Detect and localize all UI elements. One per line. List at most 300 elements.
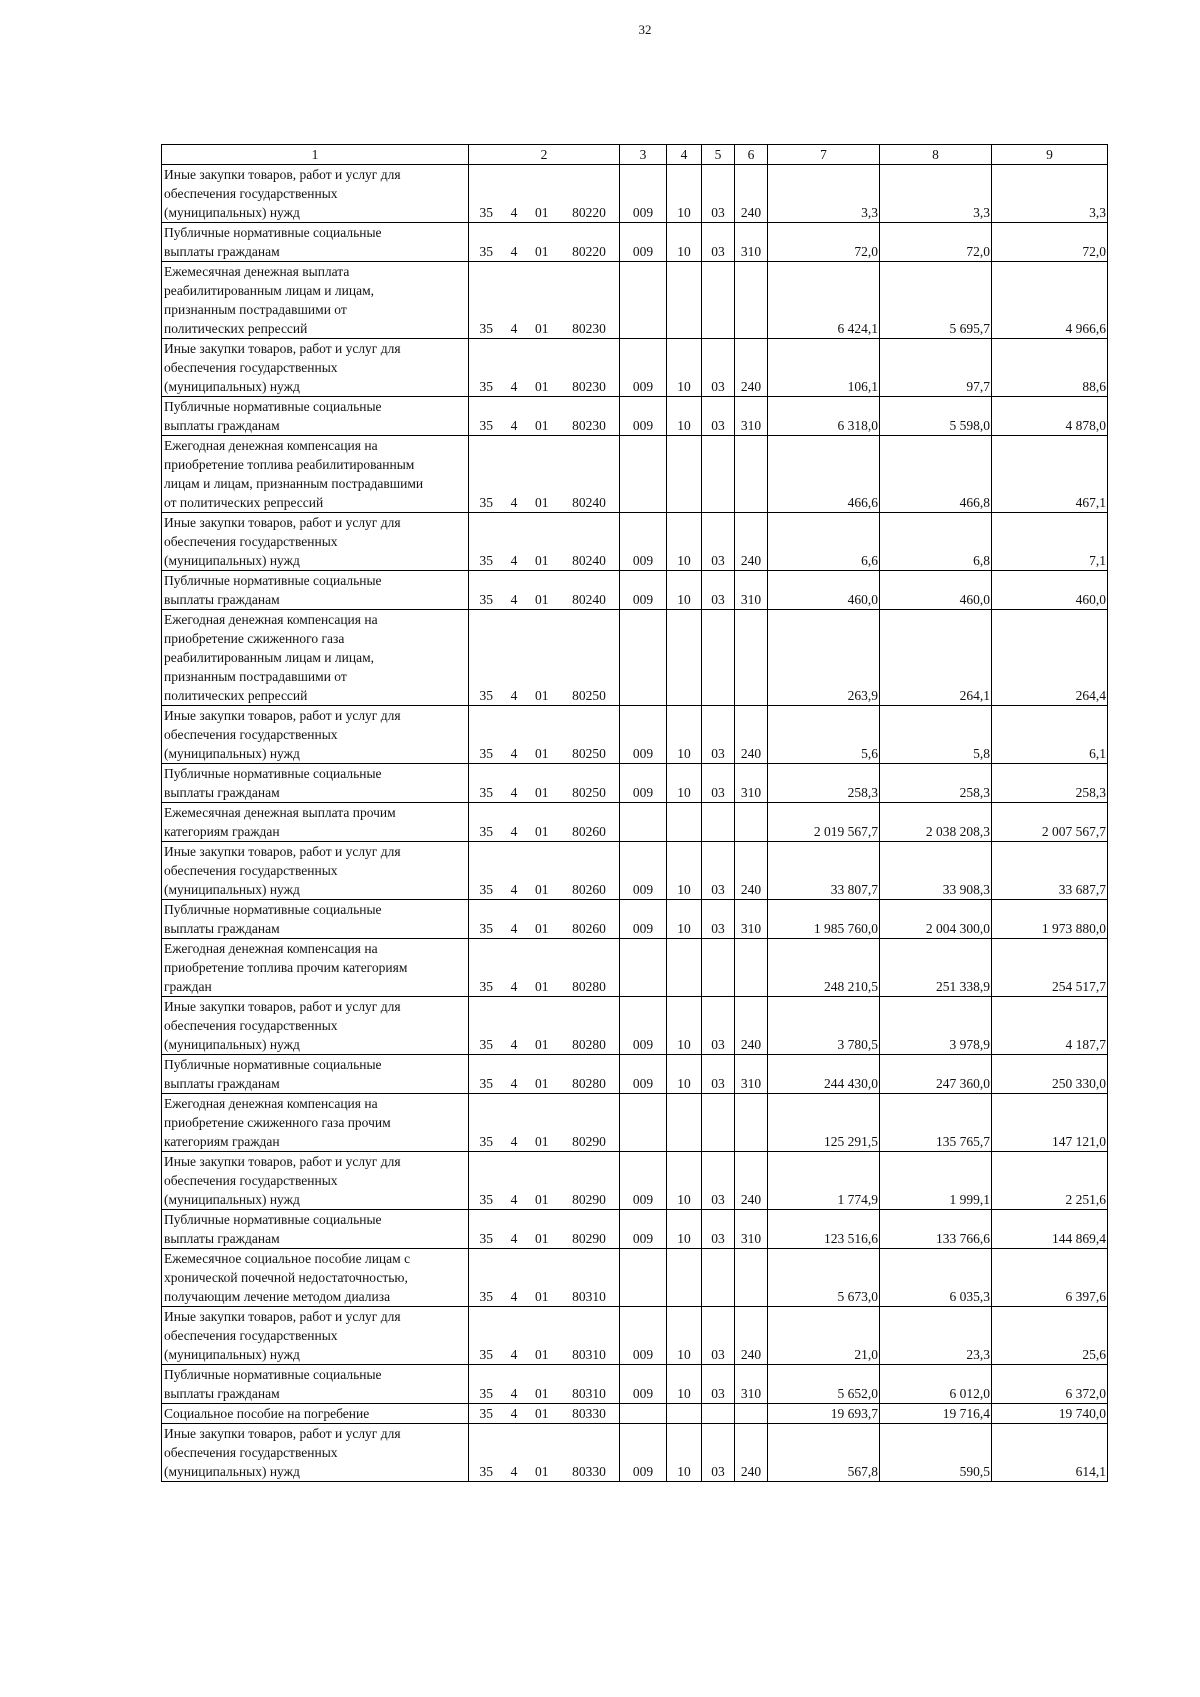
amount-col-8: 258,3: [880, 764, 992, 803]
row-description: Публичные нормативные социальные выплаты гражданам: [162, 764, 469, 803]
amount-col-7: 3,3: [768, 165, 880, 223]
activity-code: 01: [535, 1464, 549, 1479]
subprogram-code: 4: [510, 688, 518, 703]
program-code: 35: [479, 785, 493, 800]
row-description: Иные закупки товаров, работ и услуг для обеспечения государственных (муниципальных) нужд: [162, 1307, 469, 1365]
section-code: [667, 610, 702, 706]
row-target-code: [469, 1094, 620, 1152]
amount-col-9: 6 372,0: [992, 1365, 1108, 1404]
program-code: 35: [479, 1289, 493, 1304]
expense-type-code: [735, 1249, 768, 1307]
amount-col-9: 258,3: [992, 764, 1108, 803]
amount-col-9: 88,6: [992, 339, 1108, 397]
expense-type-code: 240: [735, 165, 768, 223]
row-target-code: [469, 1249, 620, 1307]
program-code: 35: [479, 379, 493, 394]
amount-col-9: 4 966,6: [992, 262, 1108, 339]
expense-type-code: 240: [735, 513, 768, 571]
ministry-code: 009: [620, 1365, 667, 1404]
row-target-code: [469, 1404, 620, 1424]
subsection-code: 03: [702, 223, 735, 262]
expense-type-code: 240: [735, 1307, 768, 1365]
ministry-code: 009: [620, 764, 667, 803]
table-row: [162, 706, 1108, 764]
amount-col-7: 263,9: [768, 610, 880, 706]
table-row: [162, 900, 1108, 939]
subprogram-code: 4: [510, 785, 518, 800]
row-target-code: [469, 223, 620, 262]
amount-col-7: 5 652,0: [768, 1365, 880, 1404]
expense-type-code: 310: [735, 900, 768, 939]
table-row: [162, 223, 1108, 262]
header-cell-8: 8: [880, 145, 992, 165]
activity-code: 01: [535, 746, 549, 761]
amount-col-9: 6 397,6: [992, 1249, 1108, 1307]
row-description: Иные закупки товаров, работ и услуг для обеспечения государственных (муниципальных) нужд: [162, 165, 469, 223]
program-code: 35: [479, 688, 493, 703]
row-description: Публичные нормативные социальные выплаты гражданам: [162, 1365, 469, 1404]
amount-col-8: 2 038 208,3: [880, 803, 992, 842]
direction-code: 80330: [572, 1406, 606, 1421]
amount-col-7: 6 318,0: [768, 397, 880, 436]
amount-col-7: 19 693,7: [768, 1404, 880, 1424]
row-target-code: [469, 165, 620, 223]
direction-code: 80230: [572, 379, 606, 394]
ministry-code: 009: [620, 1424, 667, 1482]
ministry-code: 009: [620, 571, 667, 610]
direction-code: 80250: [572, 688, 606, 703]
row-target-code: [469, 571, 620, 610]
row-target-code: [469, 842, 620, 900]
program-code: 35: [479, 205, 493, 220]
section-code: 10: [667, 997, 702, 1055]
direction-code: 80290: [572, 1134, 606, 1149]
expense-type-code: 240: [735, 1152, 768, 1210]
program-code: 35: [479, 321, 493, 336]
expense-type-code: 310: [735, 1365, 768, 1404]
row-description: Ежегодная денежная компенсация на приобретение топлива реабилитированным лицам и лицам, признанным пострадавшими от политических репрессий: [162, 436, 469, 513]
ministry-code: 009: [620, 397, 667, 436]
amount-col-7: 244 430,0: [768, 1055, 880, 1094]
row-description: Иные закупки товаров, работ и услуг для обеспечения государственных (муниципальных) нужд: [162, 513, 469, 571]
table-row: [162, 571, 1108, 610]
amount-col-9: 467,1: [992, 436, 1108, 513]
direction-code: 80280: [572, 979, 606, 994]
activity-code: 01: [535, 592, 549, 607]
section-code: 10: [667, 339, 702, 397]
program-code: 35: [479, 979, 493, 994]
row-description: Ежегодная денежная компенсация на приобретение сжиженного газа реабилитированным лицам и лицам, признанным пострадавшими от политических репрессий: [162, 610, 469, 706]
activity-code: 01: [535, 979, 549, 994]
section-code: 10: [667, 397, 702, 436]
expense-type-code: 240: [735, 339, 768, 397]
amount-col-9: 3,3: [992, 165, 1108, 223]
expense-type-code: 310: [735, 571, 768, 610]
ministry-code: 009: [620, 1152, 667, 1210]
subprogram-code: 4: [510, 979, 518, 994]
subsection-code: [702, 939, 735, 997]
table-row: [162, 1365, 1108, 1404]
subsection-code: 03: [702, 764, 735, 803]
subsection-code: [702, 436, 735, 513]
row-target-code: [469, 1210, 620, 1249]
expense-type-code: 310: [735, 1210, 768, 1249]
activity-code: 01: [535, 1037, 549, 1052]
program-code: 35: [479, 1406, 493, 1421]
row-target-code: [469, 1365, 620, 1404]
subsection-code: 03: [702, 1152, 735, 1210]
amount-col-8: 19 716,4: [880, 1404, 992, 1424]
activity-code: 01: [535, 553, 549, 568]
section-code: 10: [667, 900, 702, 939]
section-code: 10: [667, 571, 702, 610]
subsection-code: 03: [702, 1307, 735, 1365]
direction-code: 80310: [572, 1289, 606, 1304]
amount-col-7: 460,0: [768, 571, 880, 610]
program-code: 35: [479, 1076, 493, 1091]
amount-col-9: 6,1: [992, 706, 1108, 764]
expense-type-code: 310: [735, 397, 768, 436]
row-description: Ежегодная денежная компенсация на приобретение сжиженного газа прочим категориям граждан: [162, 1094, 469, 1152]
program-code: 35: [479, 1134, 493, 1149]
amount-col-8: 133 766,6: [880, 1210, 992, 1249]
table-row: [162, 1210, 1108, 1249]
direction-code: 80250: [572, 746, 606, 761]
subsection-code: [702, 1094, 735, 1152]
amount-col-9: 33 687,7: [992, 842, 1108, 900]
section-code: 10: [667, 1424, 702, 1482]
section-code: [667, 939, 702, 997]
program-code: 35: [479, 746, 493, 761]
amount-col-8: 5 695,7: [880, 262, 992, 339]
row-target-code: [469, 764, 620, 803]
direction-code: 80250: [572, 785, 606, 800]
subsection-code: 03: [702, 339, 735, 397]
activity-code: 01: [535, 688, 549, 703]
row-description: Ежемесячная денежная выплата прочим категориям граждан: [162, 803, 469, 842]
row-target-code: [469, 397, 620, 436]
direction-code: 80240: [572, 553, 606, 568]
table-row: [162, 1152, 1108, 1210]
header-cell-7: 7: [768, 145, 880, 165]
header-cell-2: 2: [469, 145, 620, 165]
section-code: 10: [667, 165, 702, 223]
subprogram-code: 4: [510, 1231, 518, 1246]
section-code: 10: [667, 764, 702, 803]
subsection-code: 03: [702, 571, 735, 610]
row-description: Иные закупки товаров, работ и услуг для обеспечения государственных (муниципальных) нужд: [162, 997, 469, 1055]
ministry-code: [620, 1404, 667, 1424]
direction-code: 80260: [572, 882, 606, 897]
ministry-code: 009: [620, 513, 667, 571]
row-description: Социальное пособие на погребение: [162, 1404, 469, 1424]
direction-code: 80290: [572, 1231, 606, 1246]
activity-code: 01: [535, 321, 549, 336]
table-row: [162, 939, 1108, 997]
amount-col-8: 1 999,1: [880, 1152, 992, 1210]
amount-col-8: 3,3: [880, 165, 992, 223]
amount-col-7: 123 516,6: [768, 1210, 880, 1249]
activity-code: 01: [535, 495, 549, 510]
row-target-code: [469, 1152, 620, 1210]
activity-code: 01: [535, 1289, 549, 1304]
amount-col-8: 460,0: [880, 571, 992, 610]
row-description: Публичные нормативные социальные выплаты гражданам: [162, 397, 469, 436]
row-description: Публичные нормативные социальные выплаты гражданам: [162, 1055, 469, 1094]
activity-code: 01: [535, 418, 549, 433]
subprogram-code: 4: [510, 1386, 518, 1401]
amount-col-7: 1 774,9: [768, 1152, 880, 1210]
ministry-code: 009: [620, 165, 667, 223]
expense-type-code: 240: [735, 997, 768, 1055]
row-target-code: [469, 436, 620, 513]
program-code: 35: [479, 1347, 493, 1362]
subprogram-code: 4: [510, 495, 518, 510]
subsection-code: 03: [702, 1365, 735, 1404]
subprogram-code: 4: [510, 1134, 518, 1149]
activity-code: 01: [535, 244, 549, 259]
header-cell-4: 4: [667, 145, 702, 165]
direction-code: 80240: [572, 592, 606, 607]
subprogram-code: 4: [510, 1076, 518, 1091]
amount-col-7: 5 673,0: [768, 1249, 880, 1307]
table-row: [162, 997, 1108, 1055]
budget-table: [161, 144, 1108, 1482]
amount-col-9: 614,1: [992, 1424, 1108, 1482]
row-description: Ежемесячная денежная выплата реабилитированным лицам и лицам, признанным пострадавшими от политических репрессий: [162, 262, 469, 339]
activity-code: 01: [535, 1192, 549, 1207]
ministry-code: 009: [620, 842, 667, 900]
amount-col-7: 5,6: [768, 706, 880, 764]
direction-code: 80260: [572, 921, 606, 936]
amount-col-8: 23,3: [880, 1307, 992, 1365]
amount-col-9: 147 121,0: [992, 1094, 1108, 1152]
subsection-code: 03: [702, 1424, 735, 1482]
section-code: 10: [667, 1307, 702, 1365]
ministry-code: 009: [620, 223, 667, 262]
subsection-code: 03: [702, 513, 735, 571]
direction-code: 80260: [572, 824, 606, 839]
table-row: [162, 165, 1108, 223]
activity-code: 01: [535, 882, 549, 897]
subprogram-code: 4: [510, 553, 518, 568]
amount-col-8: 6 012,0: [880, 1365, 992, 1404]
expense-type-code: 240: [735, 1424, 768, 1482]
section-code: [667, 436, 702, 513]
amount-col-9: 72,0: [992, 223, 1108, 262]
subprogram-code: 4: [510, 1347, 518, 1362]
section-code: 10: [667, 842, 702, 900]
activity-code: 01: [535, 379, 549, 394]
amount-col-9: 2 251,6: [992, 1152, 1108, 1210]
header-row: [162, 145, 1108, 165]
table-row: [162, 436, 1108, 513]
table-row: [162, 803, 1108, 842]
subsection-code: 03: [702, 165, 735, 223]
table-row: [162, 1424, 1108, 1482]
ministry-code: [620, 1249, 667, 1307]
amount-col-9: 4 187,7: [992, 997, 1108, 1055]
row-description: Иные закупки товаров, работ и услуг для обеспечения государственных (муниципальных) нужд: [162, 706, 469, 764]
activity-code: 01: [535, 1347, 549, 1362]
amount-col-7: 6,6: [768, 513, 880, 571]
amount-col-9: 254 517,7: [992, 939, 1108, 997]
row-description: Ежемесячное социальное пособие лицам с хронической почечной недостаточностью, получающим лечение методом диализа: [162, 1249, 469, 1307]
program-code: 35: [479, 1192, 493, 1207]
subsection-code: 03: [702, 997, 735, 1055]
subprogram-code: 4: [510, 1406, 518, 1421]
row-description: Публичные нормативные социальные выплаты гражданам: [162, 223, 469, 262]
row-target-code: [469, 900, 620, 939]
subprogram-code: 4: [510, 824, 518, 839]
amount-col-8: 6 035,3: [880, 1249, 992, 1307]
ministry-code: [620, 939, 667, 997]
direction-code: 80310: [572, 1347, 606, 1362]
ministry-code: 009: [620, 1055, 667, 1094]
row-target-code: [469, 939, 620, 997]
table-row: [162, 1404, 1108, 1424]
ministry-code: 009: [620, 997, 667, 1055]
expense-type-code: 240: [735, 842, 768, 900]
section-code: 10: [667, 1152, 702, 1210]
direction-code: 80280: [572, 1037, 606, 1052]
row-target-code: [469, 803, 620, 842]
amount-col-8: 3 978,9: [880, 997, 992, 1055]
amount-col-9: 25,6: [992, 1307, 1108, 1365]
direction-code: 80330: [572, 1464, 606, 1479]
direction-code: 80220: [572, 205, 606, 220]
section-code: 10: [667, 1365, 702, 1404]
expense-type-code: [735, 803, 768, 842]
table-body: [162, 165, 1108, 1482]
program-code: 35: [479, 418, 493, 433]
direction-code: 80290: [572, 1192, 606, 1207]
subprogram-code: 4: [510, 921, 518, 936]
row-target-code: [469, 1307, 620, 1365]
table-row: [162, 262, 1108, 339]
amount-col-9: 4 878,0: [992, 397, 1108, 436]
section-code: 10: [667, 706, 702, 764]
amount-col-8: 5,8: [880, 706, 992, 764]
section-code: 10: [667, 1055, 702, 1094]
section-code: [667, 1404, 702, 1424]
subsection-code: [702, 262, 735, 339]
subsection-code: [702, 803, 735, 842]
table-row: [162, 1249, 1108, 1307]
amount-col-9: 19 740,0: [992, 1404, 1108, 1424]
table-row: [162, 339, 1108, 397]
direction-code: 80220: [572, 244, 606, 259]
program-code: 35: [479, 495, 493, 510]
program-code: 35: [479, 1464, 493, 1479]
amount-col-9: 264,4: [992, 610, 1108, 706]
amount-col-9: 2 007 567,7: [992, 803, 1108, 842]
subprogram-code: 4: [510, 592, 518, 607]
activity-code: 01: [535, 1406, 549, 1421]
program-code: 35: [479, 882, 493, 897]
row-description: Иные закупки товаров, работ и услуг для обеспечения государственных (муниципальных) нужд: [162, 1152, 469, 1210]
subsection-code: 03: [702, 1055, 735, 1094]
activity-code: 01: [535, 1386, 549, 1401]
amount-col-9: 1 973 880,0: [992, 900, 1108, 939]
section-code: [667, 1094, 702, 1152]
amount-col-8: 251 338,9: [880, 939, 992, 997]
amount-col-7: 248 210,5: [768, 939, 880, 997]
row-target-code: [469, 1424, 620, 1482]
header-cell-3: 3: [620, 145, 667, 165]
activity-code: 01: [535, 205, 549, 220]
header-cell-6: 6: [735, 145, 768, 165]
row-target-code: [469, 262, 620, 339]
header-cell-9: 9: [992, 145, 1108, 165]
activity-code: 01: [535, 785, 549, 800]
expense-type-code: [735, 610, 768, 706]
direction-code: 80230: [572, 321, 606, 336]
subsection-code: [702, 1404, 735, 1424]
program-code: 35: [479, 1231, 493, 1246]
table-row: [162, 513, 1108, 571]
ministry-code: 009: [620, 706, 667, 764]
table-row: [162, 610, 1108, 706]
amount-col-7: 258,3: [768, 764, 880, 803]
table-row: [162, 764, 1108, 803]
section-code: [667, 262, 702, 339]
amount-col-7: 106,1: [768, 339, 880, 397]
program-code: 35: [479, 244, 493, 259]
amount-col-7: 1 985 760,0: [768, 900, 880, 939]
subprogram-code: 4: [510, 1037, 518, 1052]
activity-code: 01: [535, 1231, 549, 1246]
subsection-code: [702, 610, 735, 706]
amount-col-8: 33 908,3: [880, 842, 992, 900]
subprogram-code: 4: [510, 321, 518, 336]
ministry-code: 009: [620, 1307, 667, 1365]
activity-code: 01: [535, 1134, 549, 1149]
page-number: 32: [638, 22, 652, 37]
subprogram-code: 4: [510, 379, 518, 394]
row-target-code: [469, 997, 620, 1055]
row-target-code: [469, 339, 620, 397]
header-cell-5: 5: [702, 145, 735, 165]
subprogram-code: 4: [510, 1289, 518, 1304]
amount-col-7: 2 019 567,7: [768, 803, 880, 842]
expense-type-code: [735, 1404, 768, 1424]
amount-col-8: 590,5: [880, 1424, 992, 1482]
amount-col-8: 135 765,7: [880, 1094, 992, 1152]
table-row: [162, 842, 1108, 900]
direction-code: 80310: [572, 1386, 606, 1401]
ministry-code: 009: [620, 1210, 667, 1249]
amount-col-8: 466,8: [880, 436, 992, 513]
subprogram-code: 4: [510, 1464, 518, 1479]
subprogram-code: 4: [510, 244, 518, 259]
program-code: 35: [479, 592, 493, 607]
ministry-code: [620, 803, 667, 842]
budget-table-container: [161, 144, 1107, 1482]
expense-type-code: 240: [735, 706, 768, 764]
expense-type-code: [735, 262, 768, 339]
amount-col-7: 72,0: [768, 223, 880, 262]
section-code: [667, 1249, 702, 1307]
program-code: 35: [479, 824, 493, 839]
row-description: Публичные нормативные социальные выплаты гражданам: [162, 900, 469, 939]
row-target-code: [469, 610, 620, 706]
amount-col-7: 3 780,5: [768, 997, 880, 1055]
amount-col-9: 7,1: [992, 513, 1108, 571]
expense-type-code: [735, 939, 768, 997]
row-target-code: [469, 1055, 620, 1094]
amount-col-9: 250 330,0: [992, 1055, 1108, 1094]
